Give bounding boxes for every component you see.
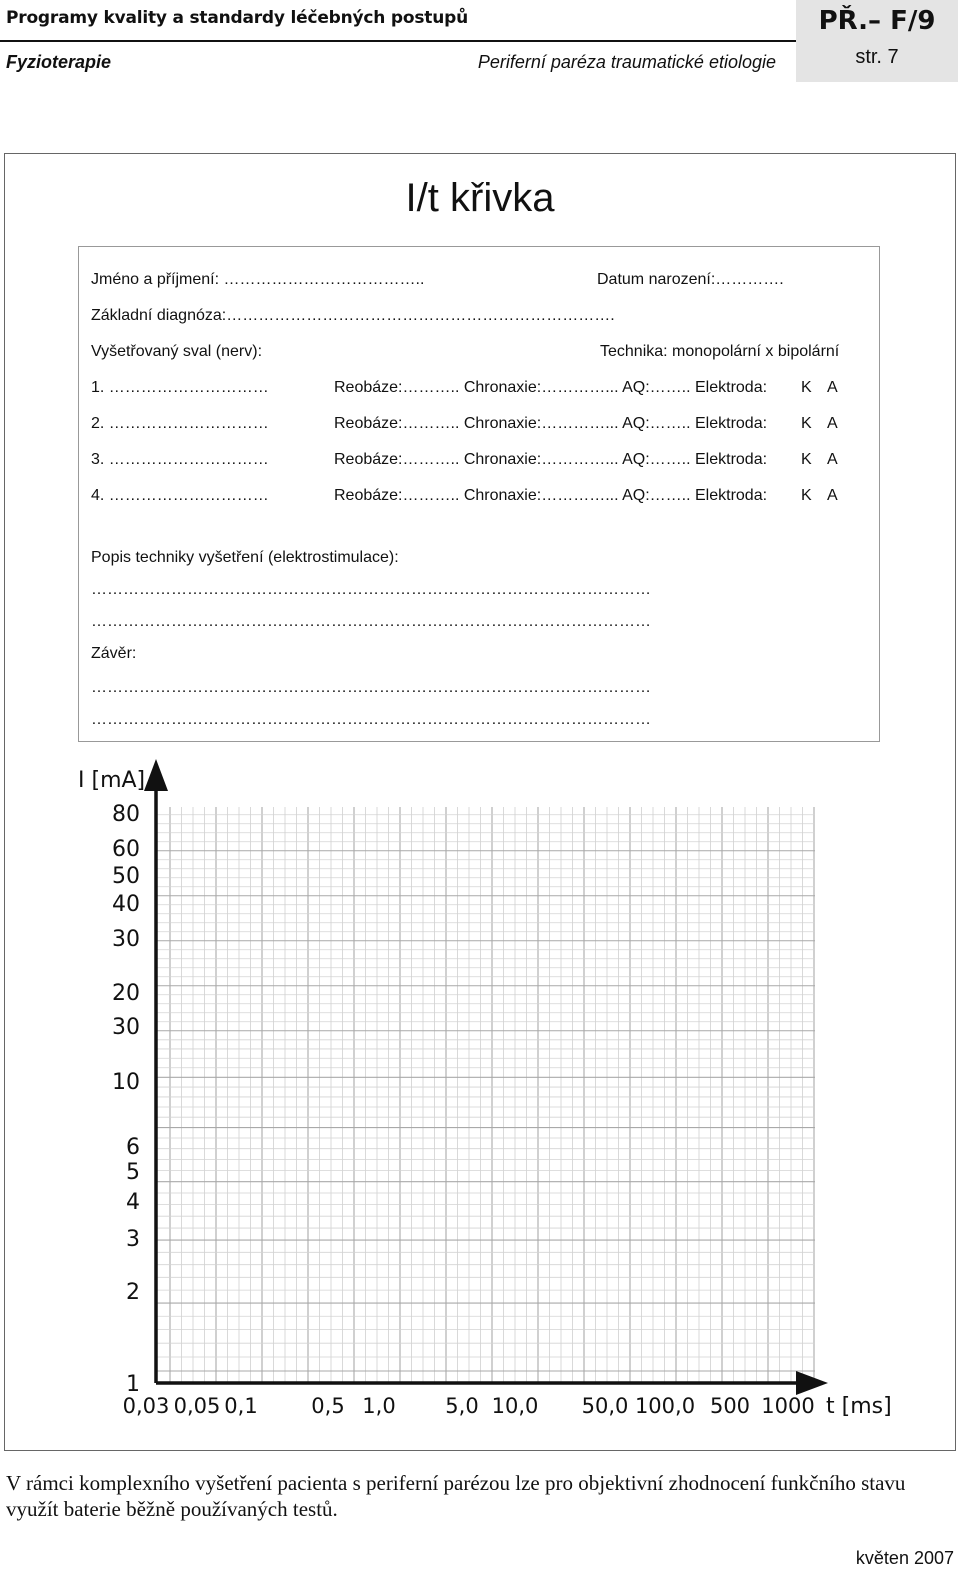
name-field: Jméno a příjmení: ……………………………….. <box>91 271 425 288</box>
conclusion-line: …………………………………………………………………………………………… <box>91 711 651 728</box>
header-code-box <box>796 0 958 82</box>
y-tick-label: 1 <box>126 1372 140 1397</box>
measurement-row: 3. ………………………… <box>91 451 269 468</box>
header-page: str. 7 <box>855 46 899 68</box>
x-tick-label: 100,0 <box>634 1394 696 1418</box>
patient-form <box>78 246 880 742</box>
measurement-row-values: Reobáze:……….. Chronaxie:…………... AQ:…….. Elektroda: <box>334 487 768 504</box>
chart-grid <box>156 807 815 1383</box>
y-tick-label: 5 <box>126 1160 140 1185</box>
page-title: I/t křivka <box>405 176 555 220</box>
x-axis-label: t [ms] <box>826 1394 892 1419</box>
x-tick-label: 0,05 <box>173 1394 221 1418</box>
muscle-field: Vyšetřovaný sval (nerv): <box>91 343 263 360</box>
y-tick-label: 80 <box>112 802 140 827</box>
y-tick-label: 40 <box>112 892 140 917</box>
header-section: Fyzioterapie <box>6 52 112 72</box>
measurement-row: 1. ………………………… <box>91 379 269 396</box>
electrode-a: A <box>827 415 838 432</box>
electrode-a: A <box>827 379 838 396</box>
measurement-row-values: Reobáze:……….. Chronaxie:…………... AQ:…….. Elektroda: <box>334 415 768 432</box>
y-tick-label: 60 <box>112 837 140 862</box>
x-axis-arrow-icon <box>796 1371 828 1395</box>
measurement-row-values: Reobáze:……….. Chronaxie:…………... AQ:…….. Elektroda: <box>334 379 768 396</box>
measurement-row: 2. ………………………… <box>91 415 269 432</box>
y-tick-label: 20 <box>112 981 140 1006</box>
technique-description-line: …………………………………………………………………………………………… <box>91 581 651 598</box>
it-curve-chart <box>70 755 900 1435</box>
y-tick-label: 30 <box>112 927 140 952</box>
x-tick-label: 0,5 <box>311 1394 345 1418</box>
x-tick-label: 5,0 <box>445 1394 479 1418</box>
intro-text: V rámci komplexního vyšetření pacienta s periferní parézou lze pro objektivní zhodnocení funkčního stavu využít baterie běžně používaných testů. <box>6 1471 906 1521</box>
x-tick-label: 1,0 <box>362 1394 396 1418</box>
technique-description-label: Popis techniky vyšetření (elektrostimulace): <box>91 549 399 566</box>
y-tick-label: 2 <box>126 1280 140 1305</box>
measurement-row: 4. ………………………… <box>91 487 269 504</box>
electrode-k: K <box>801 451 812 468</box>
x-tick-label: 500 <box>709 1394 751 1418</box>
measurement-row-values: Reobáze:……….. Chronaxie:…………... AQ:…….. Elektroda: <box>334 451 768 468</box>
x-tick-label: 10,0 <box>491 1394 539 1418</box>
electrode-k: K <box>801 487 812 504</box>
header-code: PŘ.– F/9 <box>818 6 936 36</box>
y-tick-label: 10 <box>112 1070 140 1095</box>
technique-description-line: …………………………………………………………………………………………… <box>91 613 651 630</box>
y-tick-label: 30 <box>112 1015 140 1040</box>
footer-date: květen 2007 <box>855 1548 954 1568</box>
birth-date-field: Datum narození:…………. <box>597 271 784 288</box>
header-rule <box>0 40 796 42</box>
y-tick-label: 4 <box>126 1190 140 1215</box>
y-axis-label: I [mA] <box>78 768 146 793</box>
y-axis-arrow-icon <box>144 759 168 791</box>
y-tick-label: 50 <box>112 864 140 889</box>
header-subtitle: Periferní paréza traumatické etiologie <box>477 52 776 72</box>
x-tick-label: 0,1 <box>224 1394 258 1418</box>
x-tick-label: 50,0 <box>581 1394 629 1418</box>
electrode-k: K <box>801 379 812 396</box>
y-tick-label: 6 <box>126 1135 140 1160</box>
electrode-a: A <box>827 451 838 468</box>
electrode-k: K <box>801 415 812 432</box>
conclusion-label: Závěr: <box>91 645 137 662</box>
electrode-a: A <box>827 487 838 504</box>
y-tick-label: 3 <box>126 1227 140 1252</box>
technique-field: Technika: monopolární x bipolární <box>600 343 840 360</box>
conclusion-line: …………………………………………………………………………………………… <box>91 679 651 696</box>
x-tick-label: 0,03 <box>122 1394 170 1418</box>
x-tick-label: 1000 <box>761 1394 815 1418</box>
header-series-title: Programy kvality a standardy léčebných postupů <box>6 8 468 28</box>
diagnosis-field: Základní diagnóza:………………………………………………………………. <box>91 307 615 324</box>
